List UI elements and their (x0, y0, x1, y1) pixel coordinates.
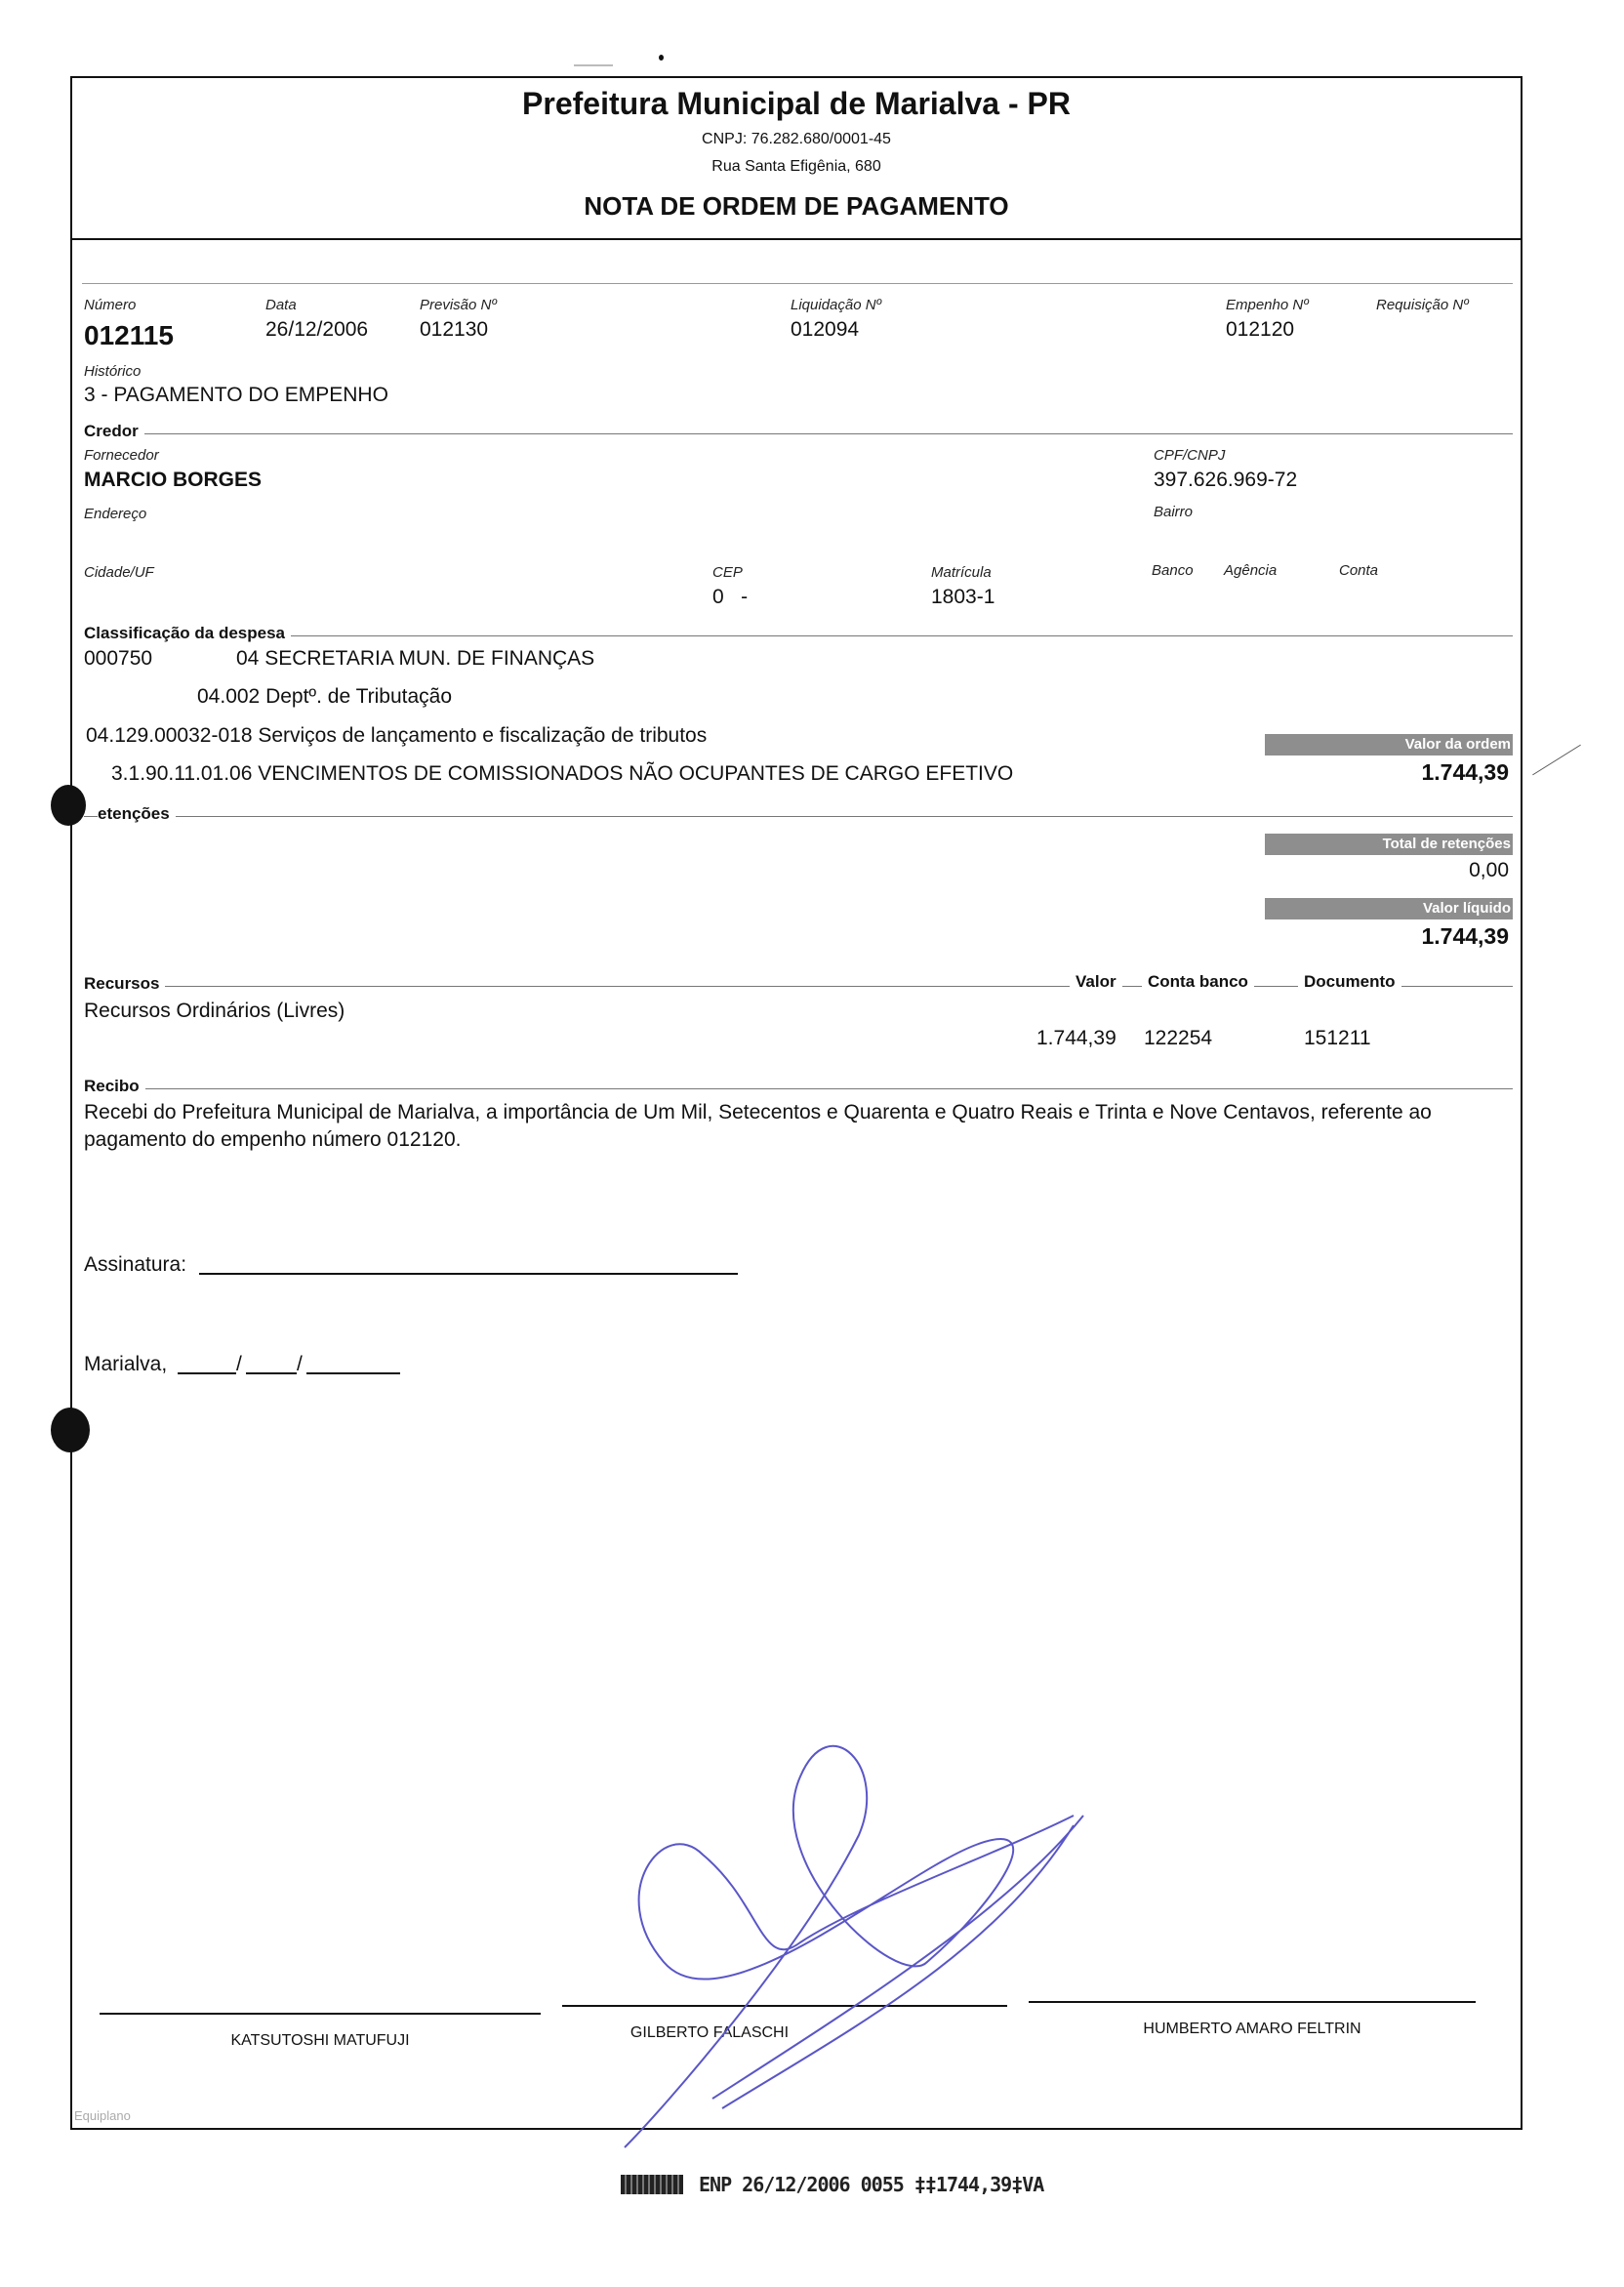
total-retencoes-value: 0,00 (1469, 859, 1509, 881)
document-title: NOTA DE ORDEM DE PAGAMENTO (584, 191, 1009, 221)
cep-value: 0 - (712, 586, 749, 608)
elemento-text: 3.1.90.11.01.06 VENCIMENTOS DE COMISSIONADOS NÃO OCUPANTES DE CARGO EFETIVO (111, 762, 1014, 785)
cpf-value: 397.626.969-72 (1154, 469, 1298, 491)
total-retencoes-label: Total de retenções (1265, 834, 1513, 855)
fornecedor-label: Fornecedor (84, 447, 159, 464)
recursos-documento-label: Documento (1298, 972, 1401, 992)
previsao-value: 012130 (420, 318, 489, 341)
requisicao-label: Requisição Nº (1376, 297, 1469, 313)
date-slash: / (297, 1353, 303, 1375)
recibo-text: Recebi do Prefeitura Municipal de Marialva, a importância de Um Mil, Setecentos e Quarenta e Quatro Reais e Trinta e Nove Centavos, referente ao pagamento do empenho número 012120. (84, 1101, 1432, 1151)
recursos-valor-label: Valor (1070, 972, 1122, 992)
signatory-2: GILBERTO FALASCHI (629, 2024, 790, 2041)
assinatura-label: Assinatura: (84, 1253, 187, 1276)
fields-divider (82, 283, 1513, 284)
conta-label: Conta (1339, 562, 1379, 579)
header-divider (72, 238, 1521, 240)
recibo-section-title: Recibo (84, 1077, 145, 1096)
assinatura-line (199, 1273, 738, 1275)
liquidacao-value: 012094 (791, 318, 860, 341)
valor-liquido-label: Valor líquido (1265, 898, 1513, 919)
punch-hole-mark (51, 785, 86, 826)
municipality-title: Prefeitura Municipal de Marialva - PR (522, 86, 1071, 121)
valor-ordem-value: 1.744,39 (1421, 759, 1509, 785)
endereco-label: Endereço (84, 506, 147, 522)
numero-value: 012115 (84, 320, 174, 350)
local-data-label: Marialva, (84, 1353, 168, 1375)
credor-divider (84, 433, 1513, 434)
scan-mark (574, 64, 613, 66)
retencoes-divider (84, 816, 1513, 817)
date-blank-month (246, 1372, 297, 1374)
bank-stamp-logo (621, 2175, 683, 2194)
classificacao-section-title: Classificação da despesa (84, 624, 291, 643)
liquidacao-label: Liquidação Nº (791, 297, 882, 313)
retencoes-section-title: etenções (98, 804, 176, 824)
valor-ordem-label: Valor da ordem (1265, 734, 1513, 756)
cnpj-text: CNPJ: 76.282.680/0001-45 (702, 131, 891, 147)
historico-value: 3 - PAGAMENTO DO EMPENHO (84, 384, 388, 406)
empenho-label: Empenho Nº (1226, 297, 1309, 313)
recibo-divider (84, 1088, 1513, 1089)
funcional-text: 04.129.00032-018 Serviços de lançamento e fiscalização de tributos (86, 724, 708, 747)
signatory-1: KATSUTOSHI MATUFUJI (230, 2032, 410, 2049)
unidade-text: 04.002 Deptº. de Tributação (197, 685, 453, 708)
recursos-documento: 151211 (1304, 1027, 1371, 1049)
recursos-conta-label: Conta banco (1142, 972, 1254, 992)
signature-line-1 (100, 2013, 541, 2015)
recursos-section-title: Recursos (84, 974, 165, 994)
data-label: Data (265, 297, 297, 313)
matricula-label: Matrícula (931, 564, 992, 581)
recursos-conta: 122254 (1144, 1027, 1213, 1049)
recursos-descricao: Recursos Ordinários (Livres) (84, 1000, 345, 1022)
credor-section-title: Credor (84, 422, 144, 441)
classificacao-divider (84, 635, 1513, 636)
margin-stroke (1532, 745, 1581, 776)
date-blank-year (306, 1372, 400, 1374)
handwritten-signature (605, 1718, 1113, 2157)
empenho-value: 012120 (1226, 318, 1295, 341)
signatory-3: HUMBERTO AMARO FELTRIN (1143, 2021, 1361, 2037)
cpf-label: CPF/CNPJ (1154, 447, 1226, 464)
agencia-label: Agência (1224, 562, 1278, 579)
cidade-label: Cidade/UF (84, 564, 154, 581)
bank-stamp-text: ENP 26/12/2006 0055 ‡‡1744,39‡VA (699, 2173, 1044, 2196)
recursos-valor: 1.744,39 (1036, 1027, 1116, 1049)
fornecedor-value: MARCIO BORGES (84, 469, 263, 491)
brand-text: Equiplano (74, 2108, 131, 2123)
classificacao-code: 000750 (84, 647, 153, 670)
scan-mark (659, 55, 664, 61)
cep-label: CEP (712, 564, 743, 581)
punch-hole-mark (51, 1408, 90, 1452)
matricula-value: 1803-1 (931, 586, 995, 608)
orgao-text: 04 SECRETARIA MUN. DE FINANÇAS (236, 647, 595, 670)
banco-label: Banco (1152, 562, 1194, 579)
date-slash: / (236, 1353, 242, 1375)
date-blank-day (178, 1372, 236, 1374)
historico-label: Histórico (84, 363, 142, 380)
address-text: Rua Santa Efigênia, 680 (711, 158, 881, 175)
previsao-label: Previsão Nº (420, 297, 497, 313)
data-value: 26/12/2006 (265, 318, 369, 341)
numero-label: Número (84, 297, 137, 313)
bairro-label: Bairro (1154, 504, 1194, 520)
valor-liquido-value: 1.744,39 (1421, 923, 1509, 949)
